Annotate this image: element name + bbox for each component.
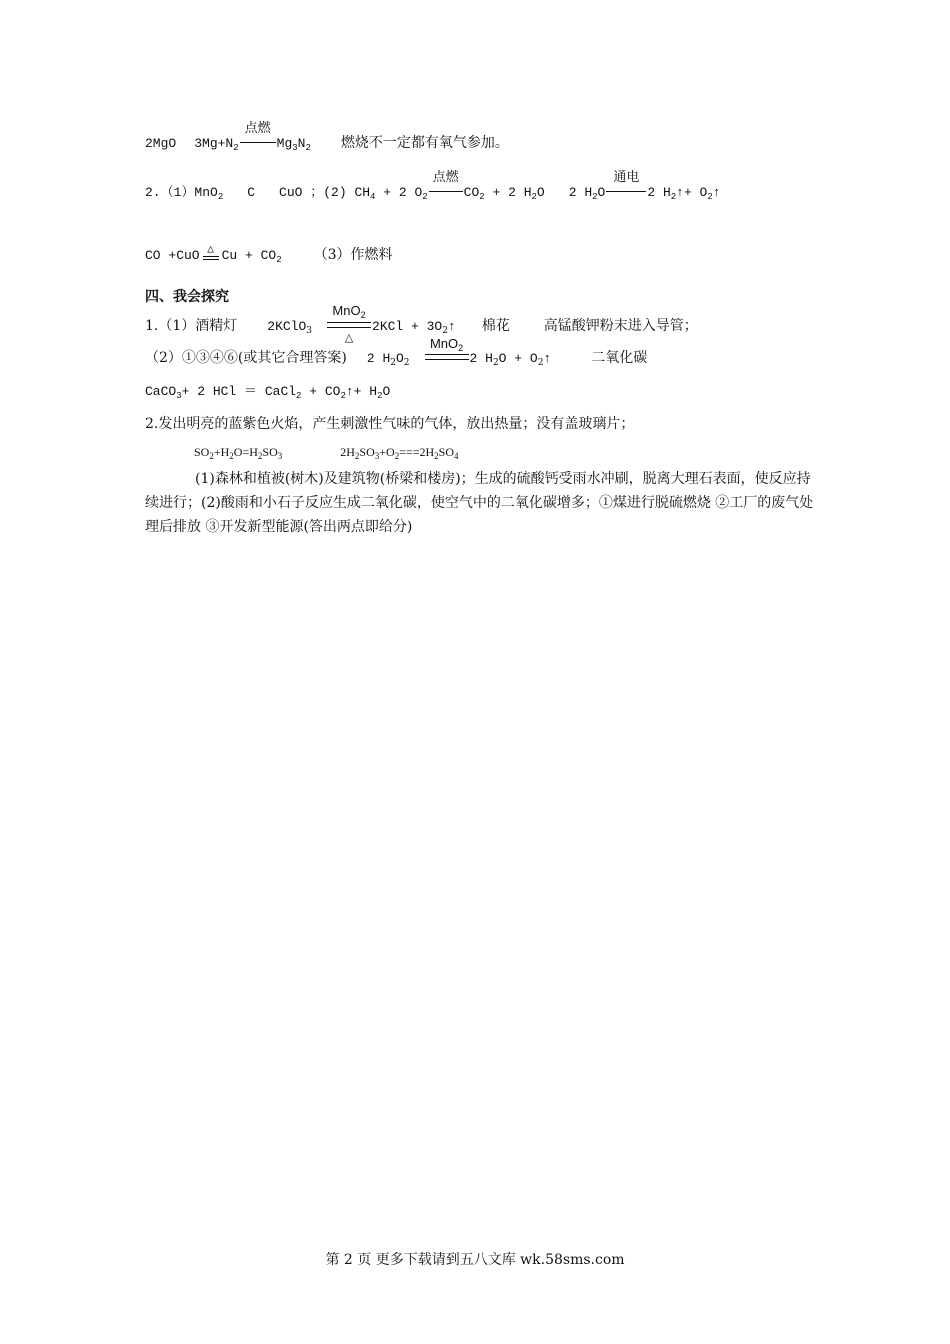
subscript: 2 (305, 143, 311, 153)
answer-line-3 (145, 244, 393, 265)
note-text: 燃烧不一定都有氧气参加。 (340, 135, 509, 151)
page-footer: 第 2 页 更多下载请到五八文库 wk.58sms.com (325, 1252, 625, 1268)
answer-text: （3）作燃料 (313, 247, 393, 263)
subscript: 4 (370, 192, 376, 202)
formula-text: 2MgO (145, 136, 177, 151)
subscript: 2 (340, 391, 346, 401)
formula-text: 2 H (647, 185, 671, 200)
subscript: 2 (403, 358, 410, 368)
condition-label: 点燃 (244, 121, 271, 136)
formula-text: 3Mg+N (194, 136, 234, 151)
subscript: 2 (233, 143, 239, 153)
subscript: 3 (277, 451, 283, 461)
formula-text: O (536, 185, 545, 200)
formula-text: N (297, 136, 306, 151)
formula-text: + 2 HCl ＝ CaCl (181, 384, 297, 399)
formula-text: ↑+ O (676, 185, 708, 200)
formula-text: 2KClO (267, 319, 307, 334)
formula-text: + 2 H (484, 185, 532, 200)
condition-label: MnO$_2$ (429, 336, 464, 353)
subscript: 2 (354, 451, 360, 461)
subscript: 3 (292, 143, 298, 153)
answer-line-7: 2.发出明亮的蓝紫色火焰，产生刺激性气味的气体，放出热量；没有盖玻璃片； (145, 416, 635, 432)
reaction-condition (240, 121, 276, 147)
section-title: 四、我会探究 (145, 289, 229, 305)
subscript: 2 (492, 358, 499, 368)
subscript: 2 (229, 451, 234, 461)
formula-text: 2KCl + 3O (372, 319, 443, 334)
subscript: 2 (390, 358, 396, 368)
formula-text: 2H (340, 445, 355, 459)
answer-text: 棉花 (481, 318, 510, 334)
condition-label: 点燃 (432, 170, 459, 185)
formula-text: CaCO (145, 384, 177, 399)
condition-label: △ (207, 244, 214, 256)
reaction-condition (429, 170, 463, 196)
formula-text: ↑+ H (345, 384, 378, 399)
formula-text: SO (262, 445, 278, 459)
subscript: 2 (531, 192, 537, 202)
reaction-condition (425, 336, 469, 362)
subscript: 2 (257, 451, 263, 461)
formula-text: SO (194, 445, 210, 459)
formula-text: + 2 O (375, 185, 423, 200)
subscript: 2 (434, 451, 439, 461)
answer-line-6 (145, 385, 390, 401)
subscript: 2 (422, 192, 428, 202)
answer-line-5 (145, 336, 648, 368)
formula-text: O (382, 384, 391, 399)
subscript: 2 (670, 192, 677, 202)
answer-text: 二氧化碳 (591, 350, 648, 366)
formula-text: ↑ (543, 351, 552, 366)
subscript: 3 (176, 391, 182, 401)
condition-label: MnO$_2$ (332, 303, 366, 320)
formula-text: O=H (233, 445, 258, 459)
answer-text: （2）①③④⑥(或其它合理答案) (145, 350, 347, 366)
formula-text: CO (463, 185, 480, 200)
subscript: 2 (479, 192, 485, 202)
formula-text: ↑ (447, 319, 456, 334)
subscript: 2 (217, 192, 224, 202)
condition-label: 通电 (613, 170, 640, 185)
subscript: 3 (306, 326, 313, 336)
answer-paragraph: (1)森林和植被(树木)及建筑物(桥梁和楼房)；生成的硫酸钙受雨水冲刷，脱离大理石表面，使反应持续进行；(2)酸雨和小石子反应生成二氧化碳，使空气中的二氧化碳增多；①煤进行脱硫燃烧 ②工厂的废气处理后排放 ③开发新型能源(答出两点即给分) (145, 471, 814, 535)
subscript: 2 (592, 192, 598, 202)
answer-line-4 (145, 303, 698, 344)
formula-text: C (247, 185, 256, 200)
subscript: 2 (394, 451, 400, 461)
answer-line-1 (145, 121, 509, 153)
subscript: 4 (454, 451, 459, 461)
subscript: 2 (377, 391, 383, 401)
subscript: 2 (537, 358, 544, 368)
formula-text: SO (359, 445, 375, 459)
formula-text: ↑ (712, 185, 721, 200)
subscript: 2 (442, 326, 448, 336)
formula-text: 2 H (366, 351, 391, 366)
formula-text: O + O (498, 351, 538, 366)
answer-text: 1.（1）酒精灯 (145, 318, 238, 334)
formula-text: +O (379, 445, 395, 459)
formula-text: CO +CuO (145, 248, 200, 263)
answer-line-2 (145, 170, 721, 202)
subscript: 2 (209, 451, 214, 461)
subscript: 2 (276, 255, 282, 265)
formula-text: CuO ；(2) CH (279, 185, 371, 200)
reaction-condition (327, 303, 371, 344)
heat-condition (202, 244, 220, 261)
formula-text: ===2H (399, 445, 435, 459)
subscript: 3 (374, 451, 380, 461)
formula-text: Mg (276, 136, 293, 151)
subscript: 2 (296, 391, 302, 401)
condition-label: △ (344, 331, 354, 344)
formula-text: 2.（1）MnO (145, 185, 218, 200)
formula-text: 2 H (469, 351, 493, 366)
formula-text: 2 H (568, 185, 593, 200)
formula-text: + CO (301, 384, 341, 399)
formula-text: +H (213, 445, 230, 459)
formula-text: Cu + CO (221, 248, 277, 263)
answer-line-8 (194, 446, 459, 461)
formula-text: SO (438, 445, 454, 459)
subscript: 2 (707, 192, 713, 202)
formula-text: O (597, 185, 606, 200)
reaction-condition (606, 170, 646, 196)
formula-text: O (395, 351, 404, 366)
answer-text: 高锰酸钾粉末进入导管； (543, 318, 698, 334)
